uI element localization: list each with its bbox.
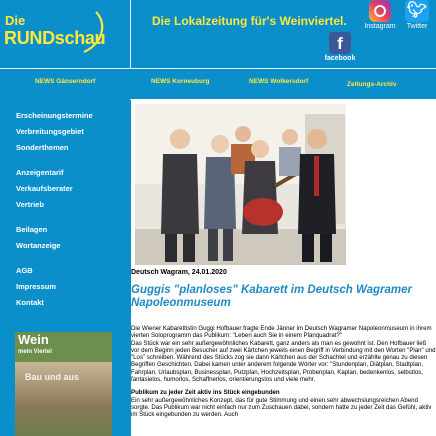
sidebar-item-agb[interactable]: AGB xyxy=(16,266,33,275)
facebook-label: facebook xyxy=(324,55,356,62)
magazine-title-line2: mein Viertel xyxy=(18,349,52,355)
article-paragraph: Das Stück war ein sehr außergewöhnliches Kabarett, ganz anders als man es gewohnt ist. Den Hofbauer ließ vor dem Beginn jeden Besucher auf zwei Kärtchen jeweils einen Begriff in Verbindung mit den Worten "Plan" und "Los" schreiben. Während des Stücks zog sie dann Kärtchen aus der Schachtel und erzählte genau zu diesen Begriffen Geschichten. Dabei kamen unter anderem folgende Wörter vor: "Stundenplan, Diätplan, Stadtplan, Fahrplan, Urlaubsplan, Businessplan, Putzplan, Hochzeitsplan, Probenplan, Kaplan, bedenkenlos, selbstlos, fantasielos, humorlos, Schaffnerlos, orientierungslos und viele mehr. xyxy=(131,339,436,384)
magazine-cover-text: Bau und aus xyxy=(25,372,80,382)
sidebar-item-anzeigentarif[interactable]: Anzeigentarif xyxy=(16,168,64,177)
logo-die-text: Die xyxy=(5,13,26,28)
article-headline: Guggis "planloses" Kabarett im Deutsch Wagramer Napoleonmuseum xyxy=(131,284,413,309)
facebook-link[interactable] xyxy=(322,32,358,62)
logo-swoosh-icon xyxy=(82,10,106,54)
article-content xyxy=(131,99,436,436)
article-photo xyxy=(135,104,346,265)
nav-news-gaenserndorf[interactable]: NEWS Gänserndorf xyxy=(35,78,96,85)
twitter-label: Twitter xyxy=(406,23,428,30)
nav-news-wolkersdorf[interactable]: NEWS Wolkersdorf xyxy=(249,78,309,85)
magazine-cover[interactable] xyxy=(15,332,112,436)
sidebar-item-erscheinungstermine[interactable]: Erscheinungstermine xyxy=(16,111,93,120)
magazine-title xyxy=(18,334,52,358)
instagram-label: Instagram xyxy=(364,23,396,30)
sidebar-item-vertrieb[interactable]: Vertrieb xyxy=(16,200,44,209)
article-paragraph: Ein sehr außergewöhnliches Konzept, das für gute Stimmung und einen sehr abwechslungsreichen Abend sorgte. Das Publikum war nicht einfach nur zum Zuschauen dabei, sondern hatte zu jeder Zeit das Gefühl, aktiv im Stück eingebunden zu werden. Auch xyxy=(131,396,432,419)
sidebar-item-impressum[interactable]: Impressum xyxy=(16,282,57,291)
logo-main-text: RUNDschau xyxy=(4,28,106,48)
article-subheading: Publikum zu jeder Zeit aktiv ins Stück eingebunden xyxy=(131,389,280,397)
article-body xyxy=(131,325,436,419)
sidebar-item-beilagen[interactable]: Beilagen xyxy=(16,225,48,234)
facebook-icon: f xyxy=(329,32,351,54)
instagram-link[interactable] xyxy=(362,0,398,30)
sidebar-item-verbreitungsgebiet[interactable]: Verbreitungsgebiet xyxy=(16,127,84,136)
site-logo[interactable] xyxy=(0,0,131,68)
article-paragraph: Die Wiener Kabarettistin Guggi Hofbauer fragte Ende Jänner im Deutsch Wagramer Napoleonmuseum in ihrem vierten Soloprogramm das Publikum: "Leben auch Sie in einem Planquadrat?" xyxy=(131,325,432,340)
sidebar-item-kontakt[interactable]: Kontakt xyxy=(16,298,44,307)
site-header xyxy=(0,0,436,68)
sidebar-item-verkaufsberater[interactable]: Verkaufsberater xyxy=(16,184,73,193)
twitter-link[interactable] xyxy=(400,0,434,30)
article-date: Deutsch Wagram, 24.01.2020 xyxy=(131,269,227,276)
magazine-title-line1: Wein xyxy=(18,332,49,347)
nav-zeitungs-archiv[interactable]: Zeitungs-Archiv xyxy=(347,81,397,88)
twitter-icon: 🐦︎ xyxy=(405,0,429,22)
sidebar-item-wortanzeige[interactable]: Wortanzeige xyxy=(16,241,61,250)
nav-news-korneuburg[interactable]: NEWS Korneuburg xyxy=(151,78,210,85)
main-nav xyxy=(0,68,436,100)
sidebar-item-sonderthemen[interactable]: Sonderthemen xyxy=(16,143,69,152)
site-slogan: Die Lokalzeitung für's Weinviertel. xyxy=(152,14,347,28)
instagram-icon xyxy=(369,0,391,22)
